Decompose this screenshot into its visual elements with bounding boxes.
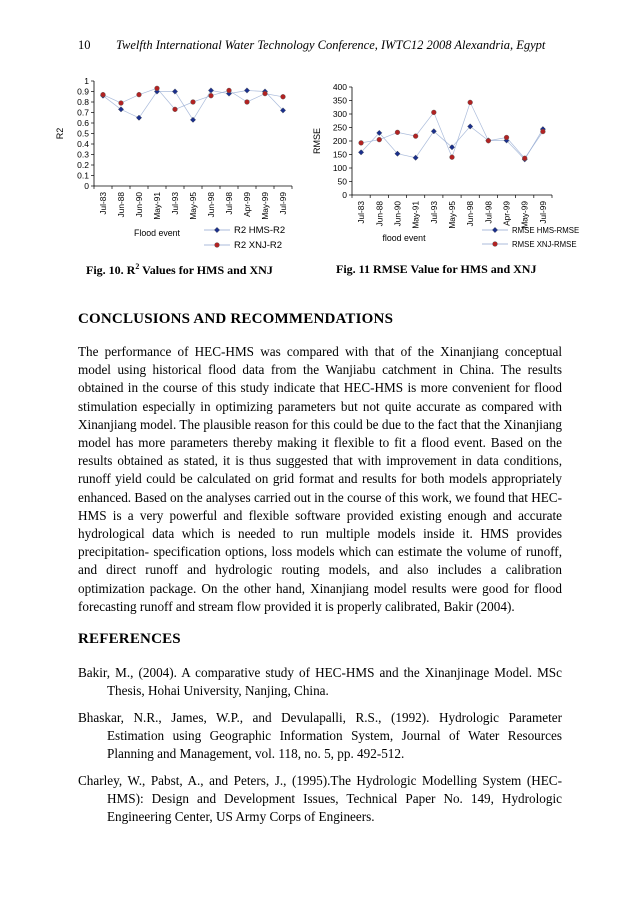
x-tick-label: May-99 (260, 192, 270, 220)
x-tick-label: Jul-93 (428, 201, 439, 224)
legend-marker-hms (492, 227, 497, 232)
legend-label: RMSE HMS-RMSE (512, 226, 580, 235)
data-point-xnj (137, 92, 142, 97)
y-tick-label: 1 (84, 76, 89, 86)
data-point-xnj (209, 93, 214, 98)
y-tick-label: 0.4 (77, 139, 89, 149)
y-tick-label: 0 (342, 190, 347, 200)
data-point-hms (172, 89, 177, 94)
y-tick-label: 100 (332, 163, 347, 173)
y-tick-label: 300 (332, 109, 347, 119)
fig11-caption: Fig. 11 RMSE Value for HMS and XNJ (336, 262, 537, 276)
data-point-hms (208, 88, 213, 93)
y-tick-label: 50 (337, 176, 347, 187)
x-axis-title: Flood event (134, 228, 180, 238)
fig10-caption: Fig. 10. $R^2$ Values for HMS and XNJ (86, 262, 273, 277)
data-point-xnj (522, 156, 527, 161)
legend-marker-hms (214, 227, 219, 232)
data-point-xnj (119, 101, 124, 106)
x-tick-label: Jun-88 (374, 201, 385, 227)
x-tick-label: Jul-93 (170, 192, 180, 215)
y-tick-label: 0.1 (77, 170, 89, 181)
r2-chart (52, 72, 302, 258)
conclusions-paragraph: The performance of HEC-HMS was compared with that of the Xinanjiang conceptual model using historical flood data from the Wanjiabu catchment in China. The results obtained in the course of this study indicate that HEC-HMS is more convenient for flood stimulation especially in optimizing parameters but not quite accurate as compared with Xinanjiang model. The plausible reason for this could be due to the fact that the Xinanjiang model has more parameters thereby making it flexible to fit a flood event. Based on the results obtained as stated, it is thus suggested that with improvement in data conditions, runoff yield could be calculated on grid format and results for both models appropriately enhanced. Based on the analyses carried out in the course of this work, we found that HEC-HMS is a very powerful and flexible software provided existing enough and accurate hydrological data which is needed to run multiple models inside it. HMS provides precipitation- specification options, loss models which can estimate the volume of runoff, and direct runoff and hydrologic routing models, and also includes a calibration optimization package. On the other hand, Xinanjiang model results were good for flood forecasting runoff and stream flow provided it is properly calibrated, Bakir (2004). (78, 344, 562, 614)
data-point-xnj (101, 92, 106, 97)
data-point-hms (244, 88, 249, 93)
y-tick-label: 0.8 (77, 97, 89, 107)
y-tick-label: 200 (332, 136, 347, 146)
y-tick-label: 150 (332, 149, 347, 160)
series-line-hms (361, 126, 543, 159)
data-point-xnj (486, 138, 491, 143)
x-tick-label: Jun-90 (134, 192, 144, 218)
x-tick-label: Jul-99 (278, 192, 288, 215)
data-point-xnj (173, 107, 178, 112)
data-point-xnj (359, 140, 364, 145)
data-point-xnj (227, 88, 232, 93)
y-tick-label: 250 (332, 122, 347, 133)
data-point-xnj (413, 134, 418, 139)
data-point-xnj (504, 135, 509, 140)
x-tick-label: Jul-83 (98, 192, 108, 215)
x-tick-label: Jun-98 (206, 192, 216, 218)
data-point-xnj (263, 91, 268, 96)
data-point-hms (118, 107, 123, 112)
data-point-hms (190, 117, 195, 122)
x-tick-label: Jul-98 (224, 192, 234, 215)
x-tick-label: May-95 (188, 192, 198, 220)
y-tick-label: 0.9 (77, 86, 89, 97)
data-point-xnj (377, 137, 382, 142)
data-point-hms (413, 155, 418, 160)
series-line-hms (103, 91, 283, 120)
y-tick-label: 400 (332, 82, 347, 92)
data-point-xnj (395, 130, 400, 135)
legend-label: RMSE XNJ-RMSE (512, 240, 577, 249)
data-point-xnj (431, 110, 436, 115)
data-point-xnj (191, 100, 196, 105)
series-line-xnj (103, 88, 283, 109)
references-heading: REFERENCES (78, 631, 181, 647)
legend-marker-xnj (493, 242, 498, 247)
legend-marker-xnj (215, 243, 220, 248)
x-tick-label: Apr-99 (242, 192, 252, 217)
conference-title: Twelfth International Water Technology Conference, IWTC12 2008 Alexandria, Egypt (116, 38, 546, 52)
data-point-xnj (281, 94, 286, 99)
x-tick-label: Jul-98 (483, 201, 494, 224)
y-tick-label: 0.3 (77, 149, 89, 160)
page-number: 10 (78, 38, 91, 52)
conclusions-heading: CONCLUSIONS AND RECOMMENDATIONS (78, 311, 394, 327)
data-point-xnj (450, 155, 455, 160)
y-tick-label: 0.2 (77, 160, 89, 170)
data-point-xnj (468, 100, 473, 105)
data-point-hms (136, 115, 141, 120)
data-point-xnj (155, 86, 160, 91)
x-tick-label: Jun-88 (116, 192, 126, 218)
y-axis-title: R2 (55, 127, 65, 140)
x-tick-label: May-91 (410, 201, 421, 229)
legend-label: R2 HMS-R2 (234, 225, 286, 236)
reference-item: Charley, W., Pabst, A., and Peters, J., (1995).The Hydrologic Modelling System (HEC-HMS): Design and Development Issues, Technical Paper No. 149, Hydrologic Engineering Center, US Army Corps of Engineers. (78, 773, 562, 824)
x-tick-label: May-91 (152, 192, 162, 220)
x-tick-label: Jul-83 (356, 201, 367, 224)
x-tick-label: May-99 (519, 201, 530, 229)
data-point-xnj (541, 129, 546, 134)
y-tick-label: 0.6 (77, 118, 89, 128)
y-tick-label: 0.7 (77, 107, 89, 118)
data-point-xnj (245, 100, 250, 105)
x-tick-label: Jun-98 (465, 201, 476, 227)
y-tick-label: 0 (84, 181, 89, 191)
x-tick-label: May-95 (447, 201, 457, 229)
x-axis-title: flood event (382, 233, 426, 243)
reference-item: Bakir, M., (2004). A comparative study of HEC-HMS and the Xinanjinage Model. MSc Thesis, Hohai University, Nanjing, China. (78, 665, 562, 698)
x-tick-label: Jun-90 (392, 201, 403, 227)
y-axis-title: RMSE (312, 127, 322, 155)
reference-item: Bhaskar, N.R., James, W.P., and Devulapalli, R.S., (1992). Hydrologic Parameter Estimation using Geographic Information System, Journal of Water Resources Planning and Management, vol. 118, no. 5, pp. 492-512. (78, 710, 562, 761)
legend-label: R2 XNJ-R2 (234, 240, 283, 251)
y-tick-label: 0.5 (77, 128, 89, 139)
x-tick-label: Jul-99 (537, 201, 548, 224)
y-tick-label: 350 (332, 95, 347, 106)
x-tick-label: Apr-99 (501, 201, 512, 226)
rmse-chart (308, 78, 580, 258)
